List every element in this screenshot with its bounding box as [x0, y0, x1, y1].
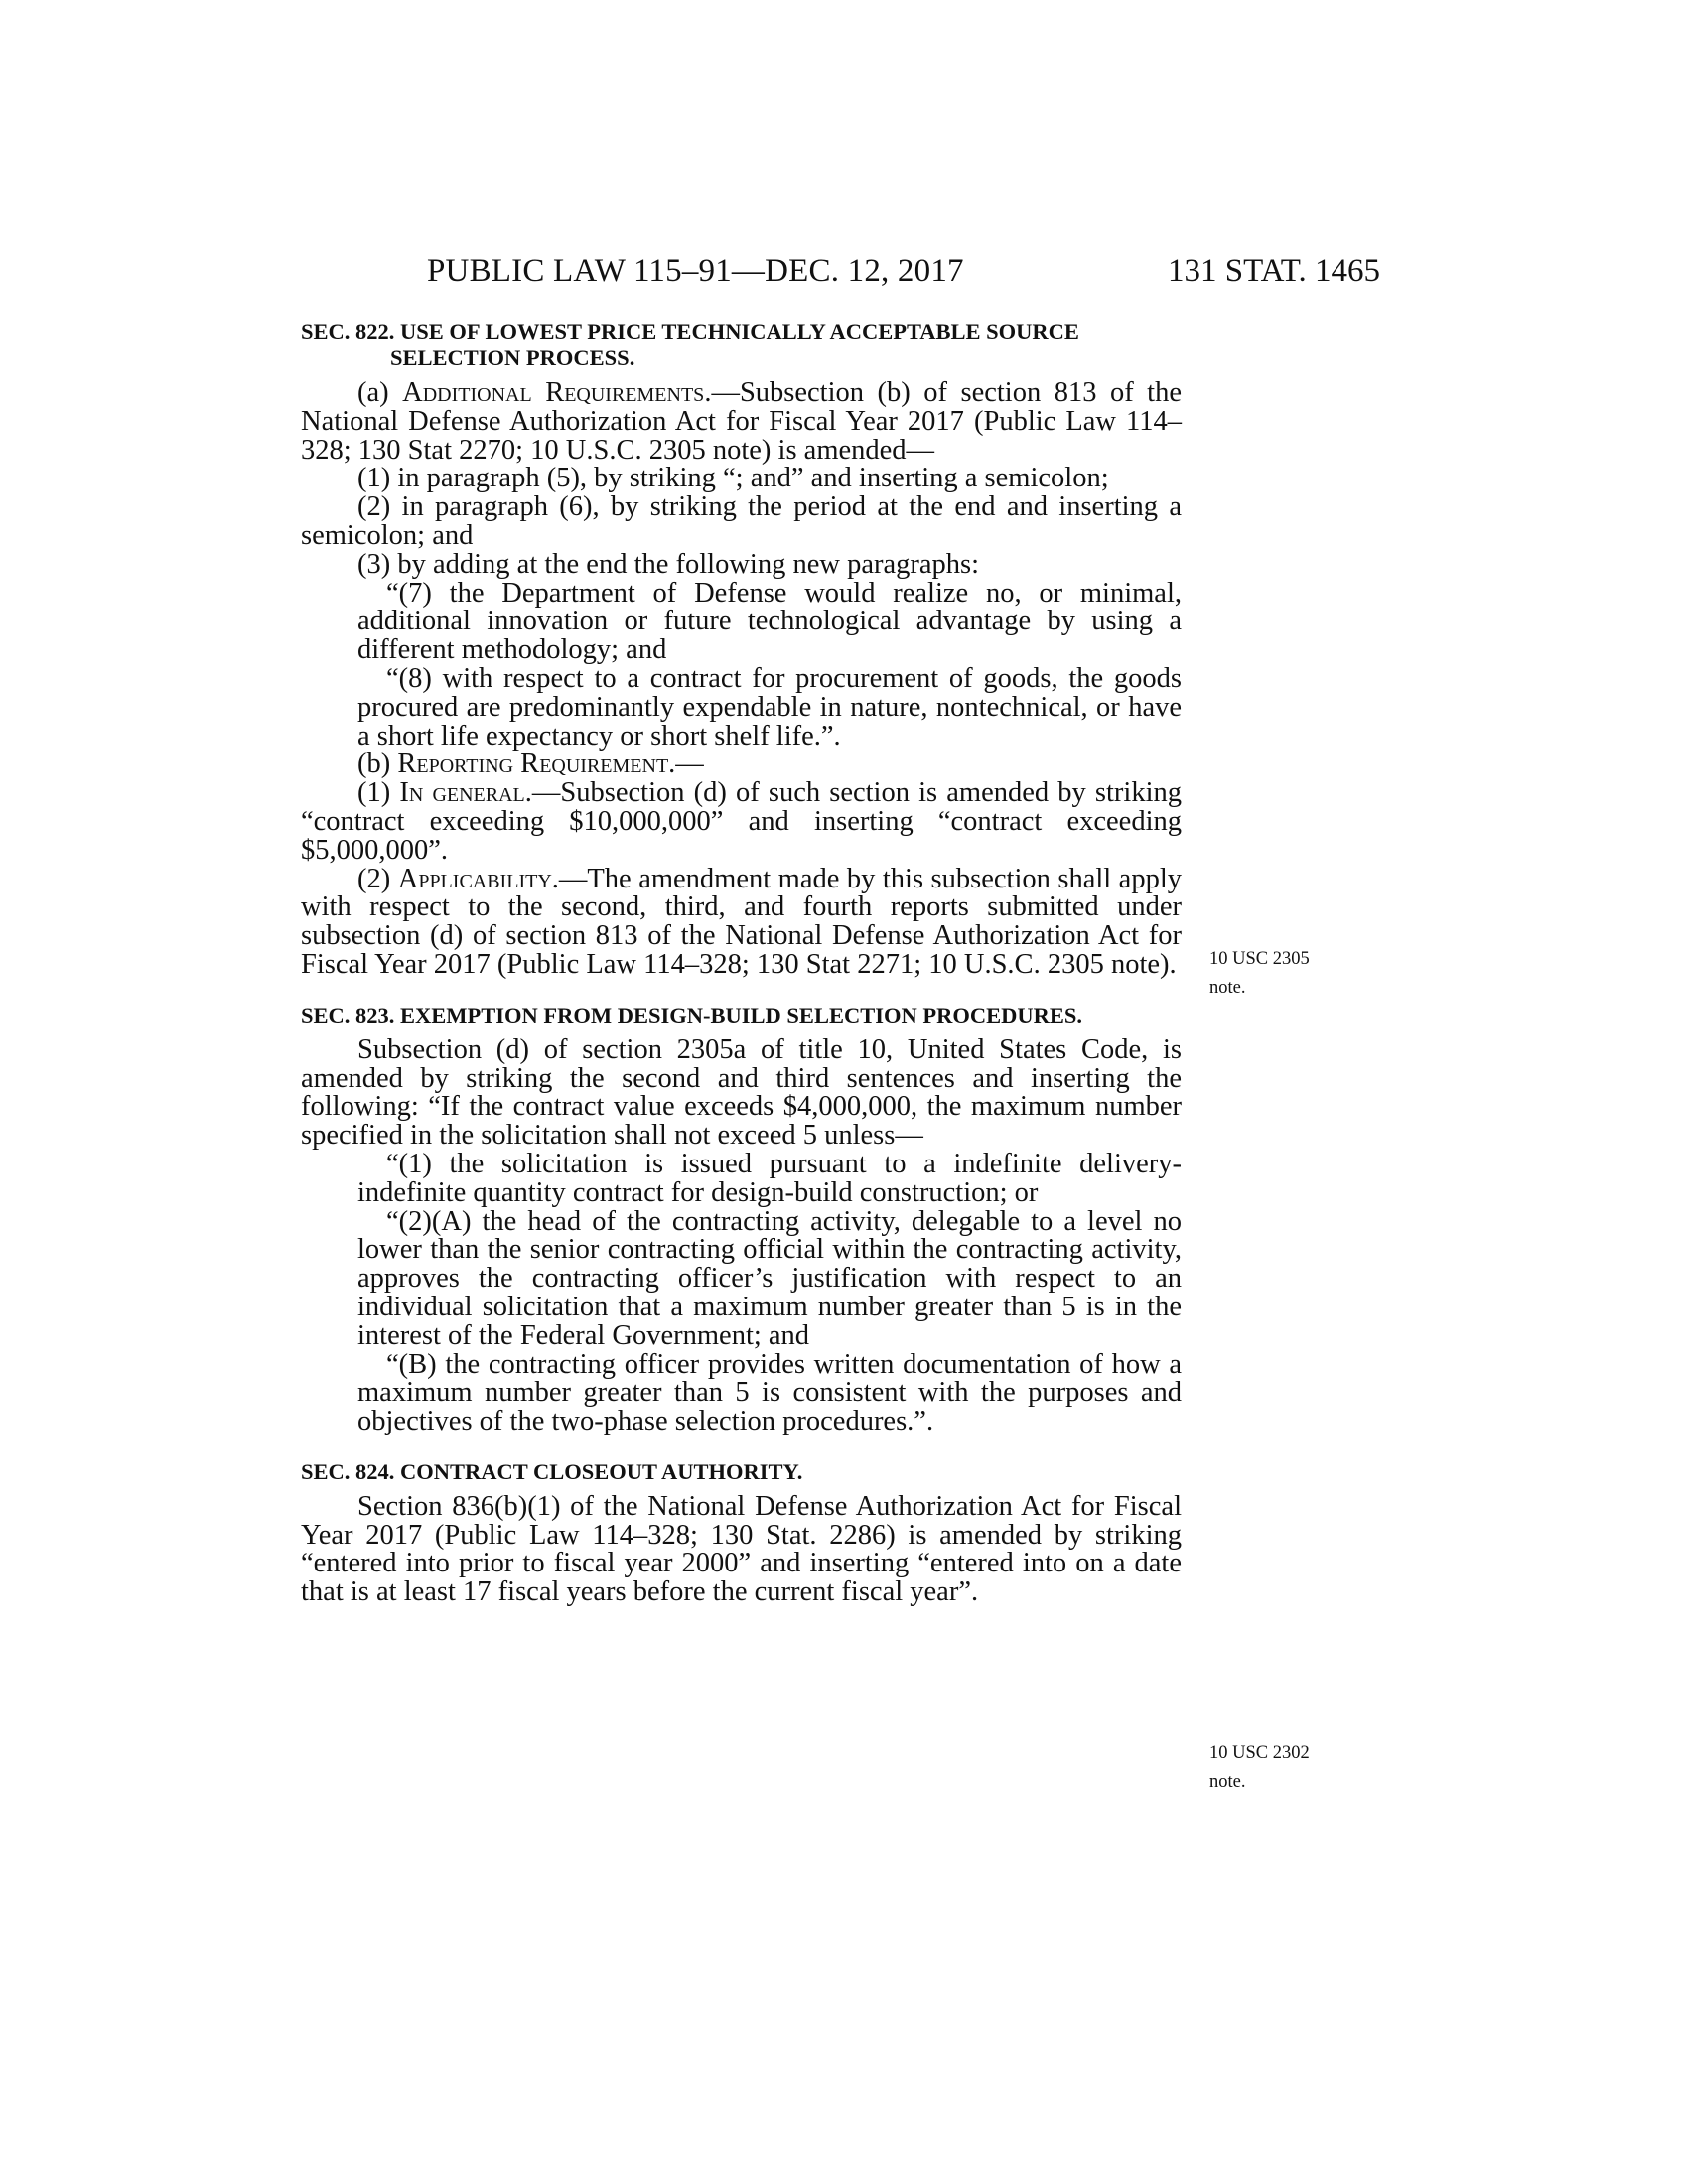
margin-note-2305-line1: 10 USC 2305: [1209, 949, 1310, 969]
subsection-822-a: (a) Additional Requirements.—Subsection (b) of section 813 of the National Defense Authorization Act for Fiscal Year 2017 (Public Law 114–328; 130 Stat 2270; 10 U.S.C. 2305 note) is amended—: [301, 377, 1182, 466]
margin-note-2305: [1209, 945, 1358, 1003]
quoted-paragraph-8: “(8) with respect to a contract for procurement of goods, the goods procured are predominantly expendable in nature, nontechnical, or have a short life expectancy or short shelf life.”.: [357, 662, 1182, 751]
section-824-heading: SEC. 824. CONTRACT CLOSEOUT AUTHORITY.: [301, 1458, 803, 1484]
section-822-heading: SEC. 822. USE OF LOWEST PRICE TECHNICALLY ACCEPTABLE SOURCE SELECTION PROCESS.: [301, 319, 1079, 370]
paragraph-822-a-1: (1) in paragraph (5), by striking “; and” and inserting a semicolon;: [357, 463, 1109, 494]
quoted-paragraph-823-2a: “(2)(A) the head of the contracting activity, delegable to a level no lower than the senior contracting official within the contracting activity, approves the contracting officer’s justification with respect to an individual solicitation that a maximum number greater than 5 is in the interest of the Federal Government; and: [357, 1205, 1182, 1351]
running-head: PUBLIC LAW 115–91—DEC. 12, 2017: [427, 253, 964, 289]
stat-page-number: 131 STAT. 1465: [1167, 253, 1380, 289]
paragraph-822-a-2: (2) in paragraph (6), by striking the period at the end and inserting a semicolon; and: [301, 491, 1182, 551]
section-823-intro: Subsection (d) of section 2305a of title 10, United States Code, is amended by striking the second and third sentences and inserting the following: “If the contract value exceeds $4,000,000, the maximum number specified in the solicitation shall not exceed 5 unless—: [301, 1033, 1182, 1152]
paragraph-822-b-2: (2) Applicability.—The amendment made by this subsection shall apply with respect to the second, third, and fourth reports submitted under subsection (d) of section 813 of the National Defense Authorization Act for Fiscal Year 2017 (Public Law 114–328; 130 Stat 2271; 10 U.S.C. 2305 note).: [301, 863, 1182, 980]
margin-note-2305-line2: note.: [1209, 977, 1246, 998]
quoted-paragraph-7: “(7) the Department of Defense would realize no, or minimal, additional innovation or future technological advantage by using a different methodology; and: [357, 577, 1182, 666]
subsection-822-a-heading: Additional Requirements: [402, 377, 705, 408]
paragraph-822-b-2-heading: Applicability: [397, 863, 552, 894]
margin-note-2302-line1: 10 USC 2302: [1209, 1743, 1310, 1763]
document-body: [301, 318, 1182, 1607]
margin-note-2302: [1209, 1739, 1358, 1797]
margin-note-2302-line2: note.: [1209, 1771, 1246, 1792]
paragraph-822-b-1-heading: In general: [399, 777, 525, 809]
section-824-text: Section 836(b)(1) of the National Defense Authorization Act for Fiscal Year 2017 (Public Law 114–328; 130 Stat. 2286) is amended by striking “entered into prior to fiscal year 2000” and inserting “entered into on a date that is at least 17 fiscal years before the current fiscal year”.: [301, 1490, 1182, 1608]
subsection-822-b-heading: Reporting Requirement: [397, 749, 669, 780]
paragraph-822-a-3: (3) by adding at the end the following new paragraphs:: [357, 548, 980, 580]
quoted-paragraph-823-2b: “(B) the contracting officer provides written documentation of how a maximum number greater than 5 is consistent with the purposes and objectives of the two-phase selection procedures.”.: [357, 1348, 1182, 1437]
subsection-822-b: (b) Reporting Requirement.—: [357, 749, 704, 780]
page-header: [427, 251, 1380, 291]
section-823-heading: SEC. 823. EXEMPTION FROM DESIGN-BUILD SELECTION PROCEDURES.: [301, 1002, 1082, 1027]
quoted-paragraph-823-1: “(1) the solicitation is issued pursuant to a indefinite delivery-indefinite quantity contract for design-build construction; or: [357, 1148, 1182, 1208]
paragraph-822-b-1: (1) In general.—Subsection (d) of such section is amended by striking “contract exceeding $10,000,000” and inserting “contract exceeding $5,000,000”.: [301, 777, 1182, 866]
